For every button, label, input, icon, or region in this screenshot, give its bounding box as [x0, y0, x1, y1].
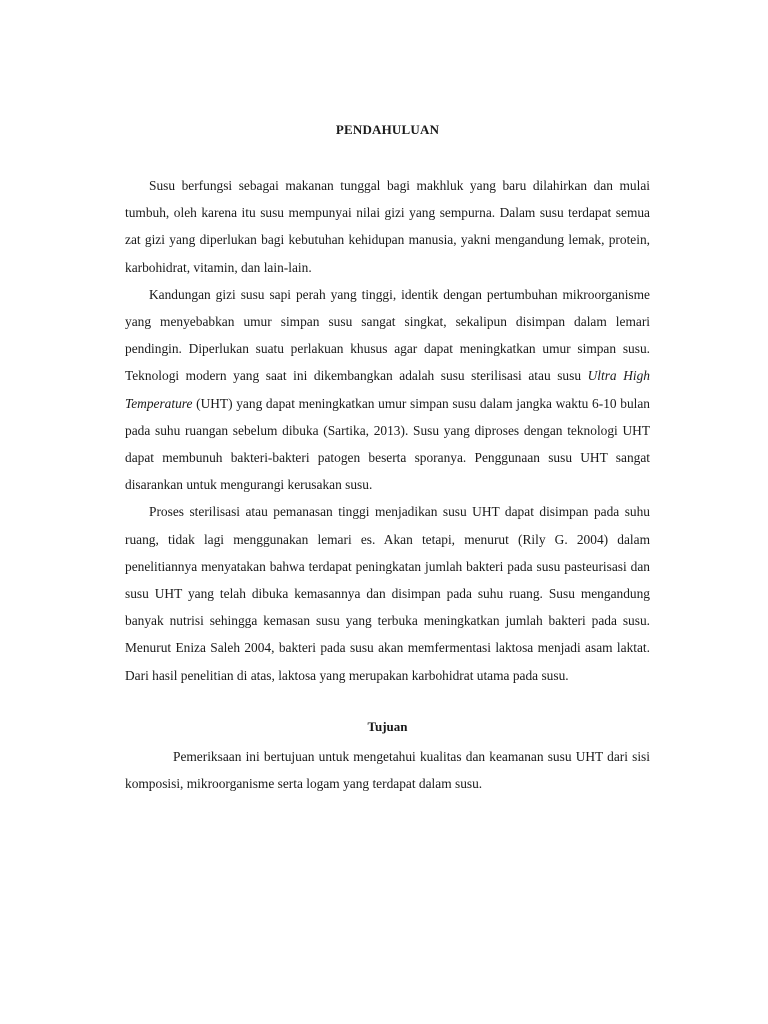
- spacer: [125, 689, 650, 711]
- paragraph-2-italic-term: Ultra High Temperature: [125, 368, 650, 411]
- section-paragraph: Pemeriksaan ini bertujuan untuk mengetahui kualitas dan keamanan susu UHT dari sisi komposisi, mikroorganisme serta logam yang terdapat dalam susu.: [125, 748, 650, 792]
- paragraph-2-text-after: (UHT) yang dapat meningkatkan umur simpan susu dalam jangka waktu 6-10 bulan pada suhu ruangan sebelum dibuka (Sartika, 2013). Susu yang diproses dengan teknologi UHT dapat membunuh bakteri-bakteri patogen beserta sporanya. Penggunaan susu UHT sangat disarankan untuk mengurangi kerusakan susu.: [125, 395, 650, 493]
- paragraph-1: Susu berfungsi sebagai makanan tunggal bagi makhluk yang baru dilahirkan dan mulai tumbuh, oleh karena itu susu mempunyai nilai gizi yang sempurna. Dalam susu terdapat semua zat gizi yang diperlukan bagi kebutuhan kehidupan manusia, yakni mengandung lemak, protein, karbohidrat, vitamin, dan lain-lain.: [125, 178, 650, 275]
- paragraph-3: Proses sterilisasi atau pemanasan tinggi menjadikan susu UHT dapat disimpan pada suhu ruang, tidak lagi menggunakan lemari es. Akan tetapi, menurut (Rily G. 2004) dalam penelitiannya menyatakan bahwa terdapat peningkatan jumlah bakteri pada susu pasteurisasi dan susu UHT yang telah dibuka kemasannya dan disimpan pada suhu ruang. Susu mengandung banyak nutrisi sehingga kemasan susu yang terbuka meningkatkan jumlah bakteri pada susu. Menurut Eniza Saleh 2004, bakteri pada susu akan memfermentasi laktosa menjadi asam laktat. Dari hasil penelitian di atas, laktosa yang merupakan karbohidrat utama pada susu.: [125, 504, 650, 683]
- page-title: PENDAHULUAN: [335, 122, 440, 137]
- document-page: [125, 118, 650, 797]
- paragraph-2-text-before: Kandungan gizi susu sapi perah yang tinggi, identik dengan pertumbuhan mikroorganisme yang menyebabkan umur simpan susu sangat singkat, sekalipun disimpan dalam lemari pendingin. Diperlukan suatu perlakuan khusus agar dapat meningkatkan umur simpan susu. Teknologi modern yang saat ini dikembangkan adalah susu sterilisasi atau susu: [125, 286, 650, 384]
- spacer: [125, 142, 650, 172]
- section-title: Tujuan: [367, 718, 408, 734]
- paragraph-2: [125, 281, 650, 499]
